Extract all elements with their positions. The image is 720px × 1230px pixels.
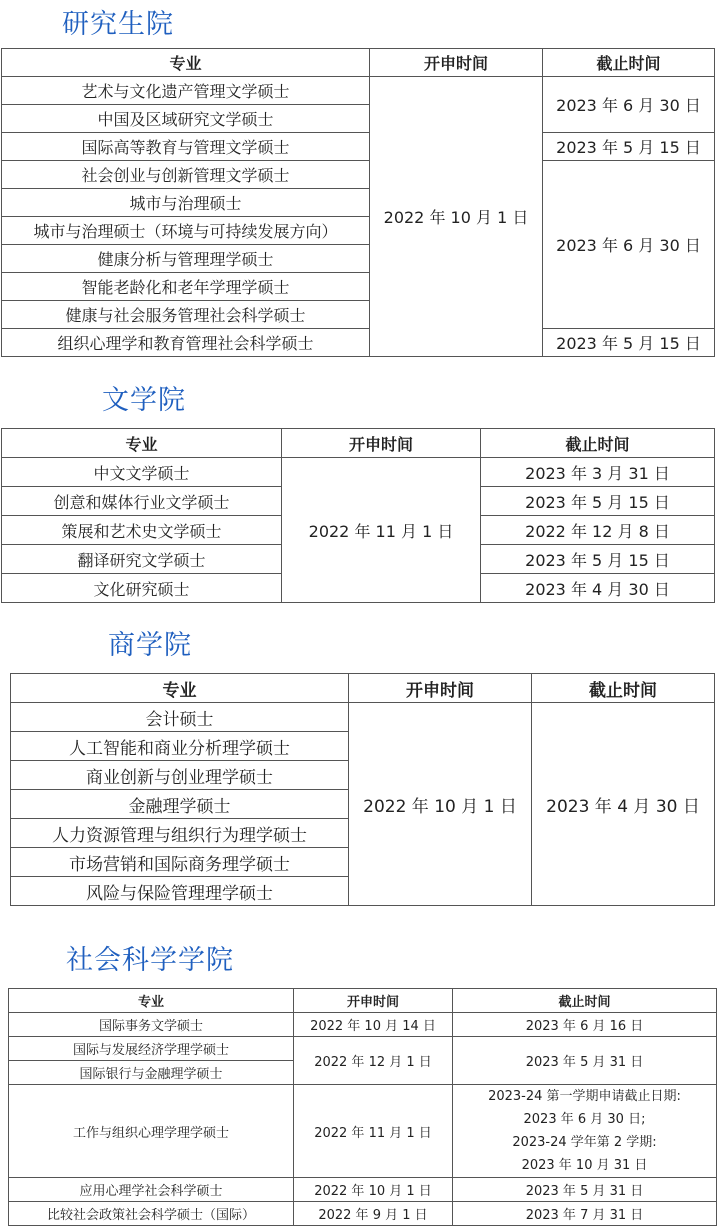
major-cell: 国际高等教育与管理文学硕士	[2, 133, 370, 161]
major-cell: 翻译研究文学硕士	[2, 545, 282, 574]
table-row	[9, 1013, 717, 1037]
header-deadline: 截止时间	[481, 429, 715, 458]
major-cell: 文化研究硕士	[2, 574, 282, 603]
table-row	[2, 458, 715, 487]
table-row	[9, 1178, 717, 1202]
table-row	[2, 161, 715, 189]
open-date-cell: 2022 年 10 月 1 日	[370, 77, 543, 357]
section-title-business-school: 商学院	[108, 630, 192, 661]
deadline-cell: 2023 年 5 月 31 日	[453, 1037, 717, 1085]
table-row	[2, 133, 715, 161]
table-row	[9, 1202, 717, 1226]
open-date-cell: 2022 年 11 月 1 日	[282, 458, 481, 603]
deadline-line: 2023-24 学年第 2 学期:	[512, 1135, 657, 1150]
table-row	[11, 703, 715, 732]
deadline-cell: 2023 年 4 月 30 日	[532, 703, 715, 906]
open-date-cell: 2022 年 10 月 14 日	[294, 1013, 453, 1037]
deadline-cell: 2023 年 5 月 15 日	[481, 487, 715, 516]
major-cell: 市场营销和国际商务理学硕士	[11, 848, 349, 877]
graduate-school-table	[1, 48, 715, 357]
open-date-cell: 2022 年 10 月 1 日	[349, 703, 532, 906]
deadline-cell: 2023 年 6 月 30 日	[543, 161, 715, 329]
header-major: 专业	[11, 674, 349, 703]
major-cell: 国际事务文学硕士	[9, 1013, 294, 1037]
open-date-cell: 2022 年 9 月 1 日	[294, 1202, 453, 1226]
deadline-line: 2023 年 10 月 31 日	[521, 1158, 648, 1173]
deadline-cell: 2023 年 5 月 15 日	[481, 545, 715, 574]
deadline-cell: 2023 年 4 月 30 日	[481, 574, 715, 603]
major-cell: 中国及区域研究文学硕士	[2, 105, 370, 133]
header-deadline: 截止时间	[543, 49, 715, 77]
table-row	[9, 1085, 717, 1178]
deadline-cell: 2022 年 12 月 8 日	[481, 516, 715, 545]
major-cell: 风险与保险管理理学硕士	[11, 877, 349, 906]
major-cell: 人力资源管理与组织行为理学硕士	[11, 819, 349, 848]
major-cell: 社会创业与创新管理文学硕士	[2, 161, 370, 189]
deadline-cell: 2023 年 5 月 31 日	[453, 1178, 717, 1202]
major-cell: 国际银行与金融理学硕士	[9, 1061, 294, 1085]
major-cell: 人工智能和商业分析理学硕士	[11, 732, 349, 761]
table-header-row	[2, 429, 715, 458]
table-header-row	[9, 989, 717, 1013]
major-cell: 组织心理学和教育管理社会科学硕士	[2, 329, 370, 357]
open-date-cell: 2022 年 10 月 1 日	[294, 1178, 453, 1202]
table-header-row	[11, 674, 715, 703]
header-open-date: 开申时间	[370, 49, 543, 77]
section-title-faculty-of-arts: 文学院	[102, 385, 186, 416]
deadline-cell: 2023 年 6 月 16 日	[453, 1013, 717, 1037]
open-date-cell: 2022 年 12 月 1 日	[294, 1037, 453, 1085]
faculty-of-arts-table	[1, 428, 715, 603]
deadline-cell: 2023 年 3 月 31 日	[481, 458, 715, 487]
header-major: 专业	[2, 49, 370, 77]
major-cell: 工作与组织心理学理学硕士	[9, 1085, 294, 1178]
table-row	[9, 1037, 717, 1061]
header-open-date: 开申时间	[349, 674, 532, 703]
open-date-cell: 2022 年 11 月 1 日	[294, 1085, 453, 1178]
header-open-date: 开申时间	[282, 429, 481, 458]
table-row	[2, 77, 715, 105]
section-title-graduate-school: 研究生院	[62, 9, 174, 40]
header-open-date: 开申时间	[294, 989, 453, 1013]
deadline-cell: 2023 年 7 月 31 日	[453, 1202, 717, 1226]
table-row	[2, 329, 715, 357]
major-cell: 智能老龄化和老年学理学硕士	[2, 273, 370, 301]
major-cell: 中文文学硕士	[2, 458, 282, 487]
major-cell: 城市与治理硕士	[2, 189, 370, 217]
major-cell: 健康与社会服务管理社会科学硕士	[2, 301, 370, 329]
deadline-cell: 2023 年 5 月 15 日	[543, 329, 715, 357]
deadline-cell-multiline	[453, 1085, 717, 1178]
major-cell: 应用心理学社会科学硕士	[9, 1178, 294, 1202]
deadline-line: 2023 年 6 月 30 日;	[523, 1112, 646, 1127]
major-cell: 比较社会政策社会科学硕士（国际）	[9, 1202, 294, 1226]
deadline-cell: 2023 年 5 月 15 日	[543, 133, 715, 161]
major-cell: 国际与发展经济学理学硕士	[9, 1037, 294, 1061]
major-cell: 创意和媒体行业文学硕士	[2, 487, 282, 516]
header-deadline: 截止时间	[453, 989, 717, 1013]
major-cell: 城市与治理硕士（环境与可持续发展方向）	[2, 217, 370, 245]
major-cell: 金融理学硕士	[11, 790, 349, 819]
header-major: 专业	[9, 989, 294, 1013]
deadline-line: 2023-24 第一学期申请截止日期:	[488, 1089, 681, 1104]
header-major: 专业	[2, 429, 282, 458]
major-cell: 商业创新与创业理学硕士	[11, 761, 349, 790]
deadline-cell: 2023 年 6 月 30 日	[543, 77, 715, 133]
major-cell: 策展和艺术史文学硕士	[2, 516, 282, 545]
major-cell: 艺术与文化遗产管理文学硕士	[2, 77, 370, 105]
header-deadline: 截止时间	[532, 674, 715, 703]
business-school-table	[10, 673, 715, 906]
table-header-row	[2, 49, 715, 77]
section-title-social-sciences: 社会科学学院	[66, 945, 234, 976]
major-cell: 会计硕士	[11, 703, 349, 732]
major-cell: 健康分析与管理理学硕士	[2, 245, 370, 273]
social-sciences-table	[8, 988, 717, 1226]
